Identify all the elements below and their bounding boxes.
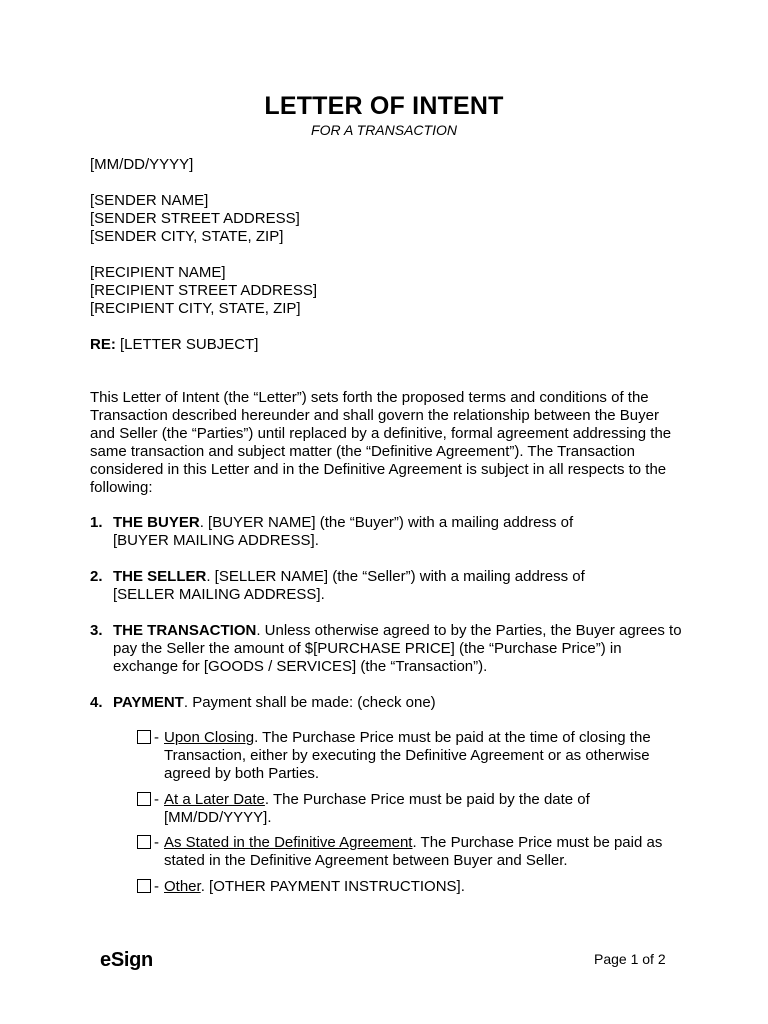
option-description: . The Purchase Price must be paid as stated in the Definitive Agreement between Buyer and Seller.: [164, 834, 663, 869]
recipient-name: [RECIPIENT NAME]: [90, 264, 226, 281]
item-number: 1.: [90, 514, 103, 531]
item-number: 4.: [90, 694, 103, 711]
item-text-line1: . [BUYER NAME] (the “Buyer”) with a mailing address of: [199, 514, 574, 531]
recipient-street: [RECIPIENT STREET ADDRESS]: [90, 282, 317, 299]
sender-city: [SENDER CITY, STATE, ZIP]: [90, 228, 284, 245]
later-date-checkbox[interactable]: [137, 792, 151, 806]
upon-closing-checkbox[interactable]: [137, 730, 151, 744]
item-text: . Payment shall be made: (check one): [183, 694, 436, 711]
item-heading: THE SELLER: [113, 568, 207, 585]
recipient-city: [RECIPIENT CITY, STATE, ZIP]: [90, 300, 301, 317]
esign-logo: eSign: [100, 949, 153, 971]
option-dash: -: [154, 834, 159, 851]
option-text: [164, 791, 674, 827]
sender-name: [SENDER NAME]: [90, 192, 209, 209]
sender-street: [SENDER STREET ADDRESS]: [90, 210, 300, 227]
option-description: . The Purchase Price must be paid by the date of [MM/DD/YYYY].: [164, 791, 590, 826]
option-label: Other: [164, 878, 201, 895]
option-description: . [OTHER PAYMENT INSTRUCTIONS].: [200, 878, 465, 895]
item-text: . Unless otherwise agreed to by the Parties, the Buyer agrees to pay the Seller the amount of $[PURCHASE PRICE] (the “Purchase Price”) in exchange for [GOODS / SERVICES] (the “Transaction”).: [113, 622, 682, 675]
item-heading: THE TRANSACTION: [113, 622, 257, 639]
option-description: . The Purchase Price must be paid at the time of closing the Transaction, either by executing the Definitive Agreement or as otherwise agreed by both Parties.: [164, 729, 651, 782]
option-dash: -: [154, 791, 159, 808]
item-heading: THE BUYER: [113, 514, 200, 531]
re-subject: [LETTER SUBJECT]: [120, 336, 259, 353]
item-text-line2: [SELLER MAILING ADDRESS].: [113, 586, 325, 603]
option-text: [164, 729, 674, 783]
item-body: [113, 514, 683, 550]
item-body: [113, 694, 683, 712]
option-dash: -: [154, 729, 159, 746]
item-body: [113, 568, 683, 604]
document-title: LETTER OF INTENT: [264, 92, 504, 120]
option-dash: -: [154, 878, 159, 895]
item-body: [113, 622, 683, 676]
item-number: 2.: [90, 568, 103, 585]
option-label: At a Later Date: [164, 791, 265, 808]
option-label: Upon Closing: [164, 729, 255, 746]
item-text-line1: . [SELLER NAME] (the “Seller”) with a mailing address of: [206, 568, 585, 585]
option-text: [164, 878, 674, 896]
other-checkbox[interactable]: [137, 879, 151, 893]
option-text: [164, 834, 674, 870]
item-number: 3.: [90, 622, 103, 639]
document-subtitle: FOR A TRANSACTION: [311, 122, 457, 138]
re-label: RE:: [90, 336, 116, 353]
definitive-agreement-checkbox[interactable]: [137, 835, 151, 849]
re-line: [90, 336, 258, 354]
item-heading: PAYMENT: [113, 694, 184, 711]
intro-paragraph: This Letter of Intent (the “Letter”) sets forth the proposed terms and conditions of the Transaction described hereunder and shall govern the relationship between the Buyer and Seller (the “Parties”) until replaced by a definitive, formal agreement addressing the same transaction and subject matter (the “Definitive Agreement”). The Transaction considered in this Letter and in the Definitive Agreement is subject in all respects to the following:: [90, 389, 672, 496]
option-label: As Stated in the Definitive Agreement: [164, 834, 413, 851]
page-number: Page 1 of 2: [594, 951, 666, 967]
item-text-line2: [BUYER MAILING ADDRESS].: [113, 532, 319, 549]
date-field: [MM/DD/YYYY]: [90, 156, 194, 173]
